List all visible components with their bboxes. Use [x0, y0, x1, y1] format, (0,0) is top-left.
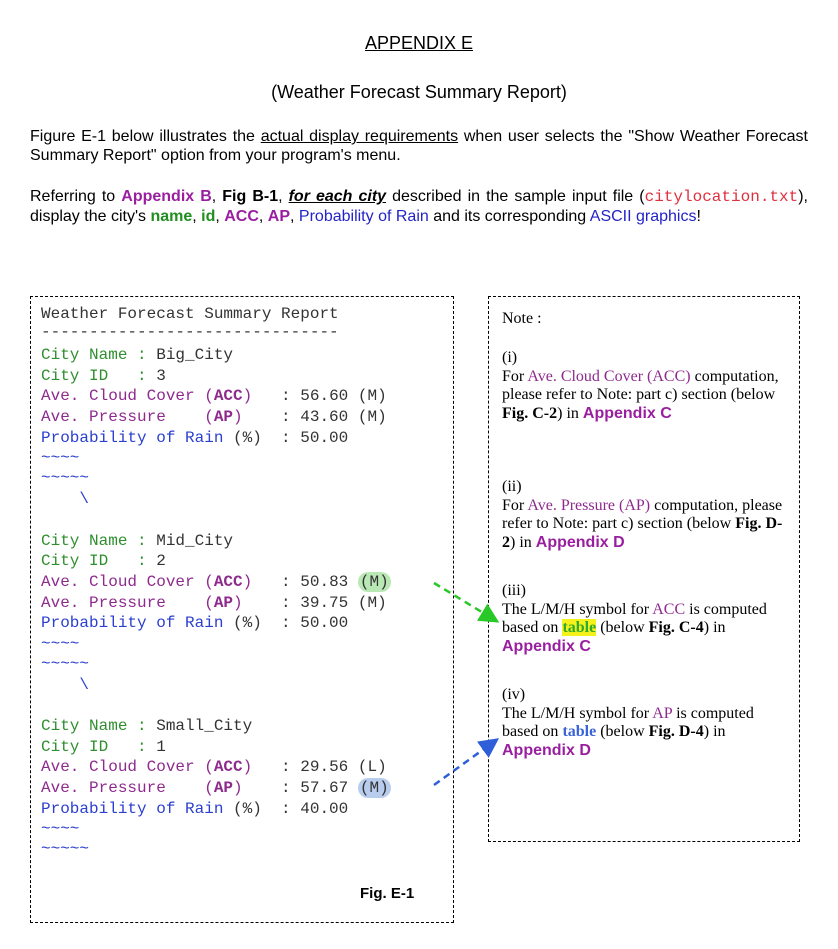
- ap-label-end: ): [233, 408, 243, 426]
- ascii-graphic-line: ~~~~: [41, 449, 80, 467]
- ap-label: Ave. Pressure (: [41, 594, 214, 612]
- figure-caption: Fig. E-1: [360, 885, 415, 902]
- acc-abbr: ACC: [213, 387, 243, 405]
- note-text: ) in: [703, 723, 726, 740]
- ap-label-end: ): [233, 779, 243, 797]
- ap-symbol-highlight: (M): [359, 779, 389, 797]
- intro-text: Figure E-1 below illustrates the: [30, 128, 261, 145]
- note-text: ) in: [703, 619, 726, 636]
- p2-text: ,: [192, 208, 202, 225]
- acc-label: Ave. Cloud Cover (: [41, 573, 214, 591]
- requirements-link-text: actual display requirements: [260, 128, 459, 145]
- intro-text-end: when user selects the "Show Weather Forecast Summary Report" option from your program's menu.: [30, 128, 809, 164]
- acc-label-end: ): [242, 387, 253, 405]
- ascii-graphic-line: ~~~~~: [41, 840, 90, 858]
- acc-term: ACC: [224, 208, 259, 225]
- p2-text: ,: [290, 208, 299, 225]
- p2-text: Referring to: [30, 188, 122, 205]
- p2-text: described in the sample input file (: [386, 188, 645, 205]
- ap-abbr: AP: [213, 779, 234, 797]
- p2-text: and its corresponding: [428, 208, 590, 225]
- prob-unit: (%): [233, 800, 262, 818]
- note-text: For: [502, 367, 528, 385]
- acc-symbol-highlight: (M): [359, 573, 389, 591]
- input-file-name: citylocation.txt: [644, 188, 799, 206]
- ascii-graphic-line: \: [41, 490, 90, 508]
- note-ap-term: AP: [652, 704, 673, 722]
- acc-label: Ave. Cloud Cover (: [41, 758, 214, 776]
- note-heading: Note :: [502, 310, 542, 327]
- note-fig-ref: Fig. C-4: [648, 619, 704, 636]
- note-text: The L/M/H symbol for: [502, 704, 653, 722]
- city-id-label: City ID :: [41, 367, 157, 385]
- note-text: (below: [596, 723, 649, 740]
- note-text: is computed based on: [502, 600, 767, 636]
- city-name-label: City Name :: [41, 717, 157, 735]
- table-term: table: [562, 723, 597, 740]
- note-text: For: [502, 496, 528, 514]
- city-id-label: City ID :: [41, 552, 157, 570]
- note-fig-ref: Fig. D-2: [502, 515, 783, 551]
- prob-value: : 50.00: [261, 429, 349, 447]
- note-appendix-ref: Appendix C: [502, 637, 591, 655]
- note-text: computation, please refer to Note: part c) section (below: [502, 496, 783, 532]
- name-term: name: [150, 208, 193, 225]
- report-heading: Weather Forecast Summary Report: [41, 305, 339, 323]
- note-appendix-ref: Appendix C: [582, 404, 672, 422]
- city-id-label: City ID :: [41, 738, 157, 756]
- city-id-value: 1: [156, 738, 166, 756]
- note-acc-term: Ave. Cloud Cover (ACC): [527, 367, 691, 385]
- ap-label: Ave. Pressure (: [41, 779, 214, 797]
- note-text: is computed based on: [502, 704, 754, 740]
- note-appendix-ref: Appendix D: [535, 533, 625, 551]
- acc-abbr: ACC: [213, 758, 243, 776]
- ap-value: : 57.67: [242, 779, 358, 797]
- note-appendix-ref: Appendix D: [502, 741, 591, 759]
- ascii-term: ASCII graphics: [589, 208, 697, 225]
- note-text: ) in: [557, 404, 583, 422]
- ap-label: Ave. Pressure (: [41, 408, 214, 426]
- note-text: The L/M/H symbol for: [502, 600, 653, 618]
- city-name-label: City Name :: [41, 532, 157, 550]
- p2-text: ,: [258, 208, 268, 225]
- appendix-b-ref: Appendix B: [121, 188, 212, 205]
- acc-label-end: ): [242, 758, 253, 776]
- p2-text: ,: [215, 208, 225, 225]
- prob-value: : 50.00: [261, 614, 349, 632]
- green-arrow: [434, 583, 495, 620]
- city-id-value: 3: [156, 367, 166, 385]
- ascii-graphic-line: ~~~~~: [41, 655, 90, 673]
- note-acc-term: ACC: [652, 600, 686, 618]
- acc-label: Ave. Cloud Cover (: [41, 387, 214, 405]
- ascii-graphic-line: ~~~~: [41, 635, 80, 653]
- id-term: id: [201, 208, 216, 225]
- p2-text: ), display the city's: [30, 188, 808, 225]
- acc-abbr: ACC: [213, 573, 243, 591]
- page-title: APPENDIX E: [364, 33, 474, 53]
- ascii-graphic-line: \: [41, 676, 90, 694]
- p2-text: ,: [211, 188, 223, 205]
- ascii-graphic-line: ~~~~~: [41, 469, 90, 487]
- note-number: (iii): [502, 582, 526, 599]
- city-name-label: City Name :: [41, 346, 157, 364]
- ap-value: : 43.60 (M): [242, 408, 387, 426]
- note-ap-term: Ave. Pressure (AP): [527, 496, 651, 514]
- page-subtitle: (Weather Forecast Summary Report): [271, 82, 567, 102]
- ap-abbr: AP: [213, 408, 234, 426]
- city-name-value: Mid_City: [156, 532, 234, 550]
- prob-value: : 40.00: [261, 800, 349, 818]
- note-number: (i): [502, 349, 518, 366]
- note-number: (ii): [502, 478, 522, 495]
- ap-term: AP: [267, 208, 291, 225]
- prob-unit: (%): [233, 614, 262, 632]
- p2-text: !: [696, 208, 701, 225]
- prob-label: Probability of Rain: [41, 429, 234, 447]
- p2-text: ,: [278, 188, 289, 205]
- prob-label: Probability of Rain: [41, 800, 234, 818]
- blue-arrow: [434, 741, 495, 785]
- prob-term: Probability of Rain: [298, 208, 429, 225]
- note-fig-ref: Fig. C-2: [502, 404, 558, 422]
- note-text: ) in: [510, 533, 536, 551]
- ap-value: : 39.75 (M): [242, 594, 387, 612]
- note-text: (below: [596, 619, 649, 636]
- note-text: computation, please refer to Note: part c) section (below: [502, 367, 779, 403]
- note-fig-ref: Fig. D-4: [648, 723, 704, 740]
- ap-label-end: ): [233, 594, 243, 612]
- acc-value: : 56.60 (M): [252, 387, 387, 405]
- prob-label: Probability of Rain: [41, 614, 234, 632]
- city-id-value: 2: [156, 552, 166, 570]
- note-number: (iv): [502, 686, 526, 703]
- ap-abbr: AP: [213, 594, 234, 612]
- city-name-value: Small_City: [156, 717, 253, 735]
- for-each-city: for each city: [288, 188, 387, 205]
- table-highlight: table: [562, 619, 597, 636]
- fig-b1-ref: Fig B-1: [222, 188, 279, 205]
- acc-label-end: ): [242, 573, 253, 591]
- acc-value: : 50.83: [252, 573, 358, 591]
- report-rule: -------------------------------: [41, 323, 339, 341]
- acc-value: : 29.56 (L): [252, 758, 387, 776]
- prob-unit: (%): [233, 429, 262, 447]
- city-name-value: Big_City: [156, 346, 234, 364]
- ascii-graphic-line: ~~~~: [41, 820, 80, 838]
